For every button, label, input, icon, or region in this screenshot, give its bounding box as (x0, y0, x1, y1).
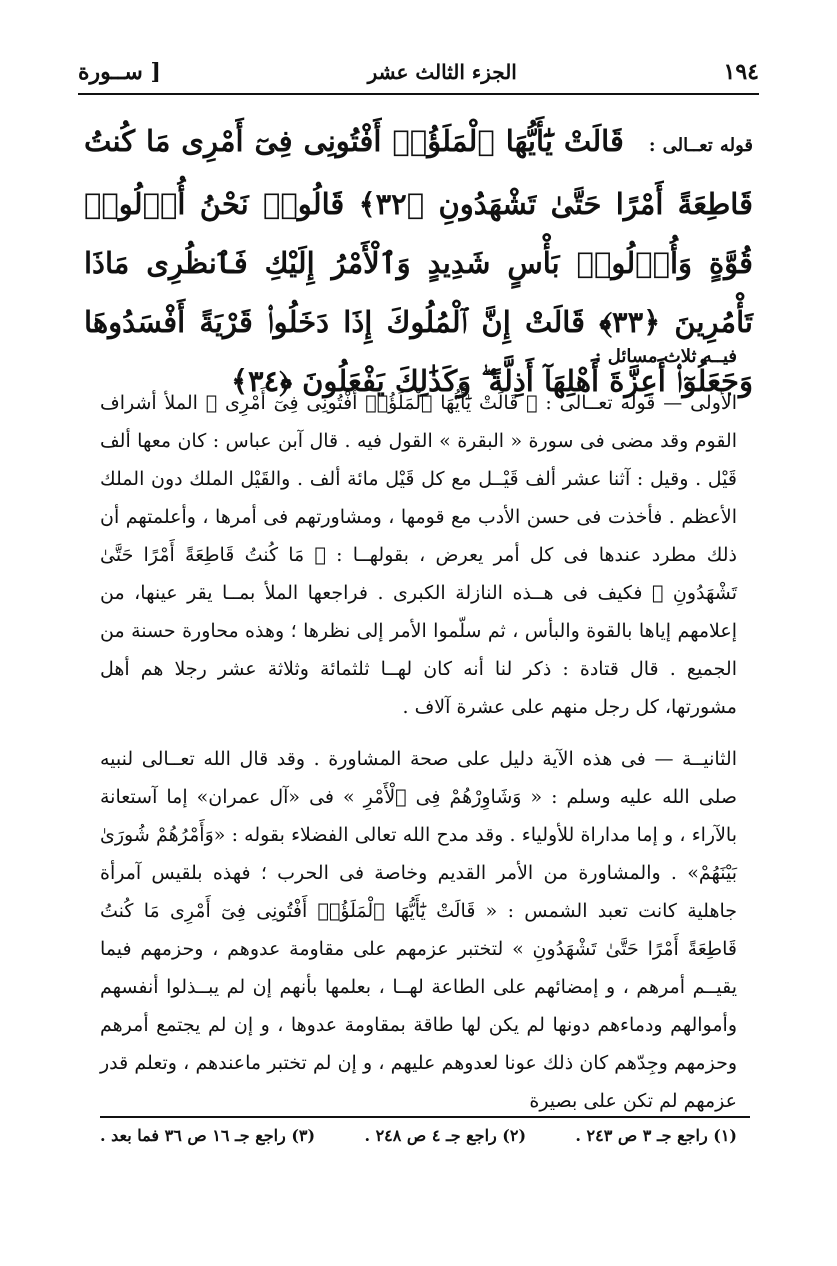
footnote-3: (٣) راجع جـ ١٦ ص ٣٦ فما بعد . (100, 1126, 316, 1145)
footnotes (100, 1126, 737, 1145)
paragraph-second-issue: الثانيــة — فى هذه الآية دليل على صحة المشاورة . وقد قال الله تعــالى لنبيه صلى الله عليه وسلم : « وَشَاوِرْهُمْ فِى ٱلْأَمْرِ » فى «آل عمران» إما آستعانة بالآراء ، و إما مداراة للأولياء . وقد مدح الله تعالى الفضلاء بقوله : «وَأَمْرُهُمْ شُورَىٰ بَيْنَهُمْ» . والمشاورة من الأمر القديم وخاصة فى الحرب ؛ فهذه بلقيس آمرأة جاهلية كانت تعبد الشمس : « قَالَتْ يَٰٓأَيُّهَا ٱلْمَلَؤُا۟ أَفْتُونِى فِىٓ أَمْرِى مَا كُنتُ قَاطِعَةً أَمْرًا حَتَّىٰ تَشْهَدُونِ » لتختبر عزمهم على مقاومة عدوهم ، وحزمهم فيما يقيــم أمرهم ، و إمضائهم على الطاعة لهــا ، بعلمها بأنهم إن لم يبــذلوا أنفسهم وأموالهم ودماءهم دونها لم يكن لها طاقة بمقاومة عدوها ، و إن لم يجتمع أمرهم وحزمهم وجِدّهم كان ذلك عونا لعدوهم عليهم ، و إن لم تختبر ماعندهم ، وتعلم قدر عزمهم لم تكن على بصيرة (100, 748, 737, 1112)
verses-text: قَالَتْ يَٰٓأَيُّهَا ٱلْمَلَؤُا۟ أَفْتُونِى فِىٓ أَمْرِى مَا كُنتُ قَاطِعَةً أَمْرًا حَتَّىٰ تَشْهَدُونِ ﴿٣٢﴾ قَالُوا۟ نَحْنُ أُو۟لُوا۟ قُوَّةٍ وَأُو۟لُوا۟ بَأْسٍ شَدِيدٍ وَٱلْأَمْرُ إِلَيْكِ فَٱنظُرِى مَاذَا تَأْمُرِينَ ﴿٣٣﴾ قَالَتْ إِنَّ ٱلْمُلُوكَ إِذَا دَخَلُوا۟ قَرْيَةً أَفْسَدُوهَا وَجَعَلُوٓا۟ أَعِزَّةَ أَهْلِهَآ أَذِلَّةً ۖ وَكَذَٰلِكَ يَفْعَلُونَ ﴿٣٤﴾ (84, 124, 753, 398)
footnote-2: (٢) راجع جـ ٤ ص ٢٤٨ . (364, 1126, 527, 1145)
sura-label: [ ســورة (78, 59, 161, 85)
header-divider (78, 93, 759, 95)
page-header (78, 52, 759, 92)
section-heading: فيــه ثلاث مسائل : (594, 346, 737, 367)
footnote-1: (١) راجع جـ ٣ ص ٢٤٣ . (575, 1126, 737, 1145)
page-number: ١٩٤ (723, 59, 759, 85)
commentary-body (100, 384, 737, 1120)
verses-lead: قوله تعــالى : (648, 135, 753, 156)
footnote-divider (100, 1116, 750, 1118)
running-title: الجزء الثالث عشر (367, 60, 517, 84)
paragraph-first-issue: الأولى — قوله تعــالى : ﴿ قَالَتْ يَٰٓأَيُّهَا ٱلْمَلَؤُا۟ أَفْتُونِى فِىٓ أَمْرِى ﴾ الملأ أشراف القوم وقد مضى فى سورة « البقرة » القول فيه . قال آبن عباس : كان معها ألف قَيْل . وقيل : آثنا عشر ألف قَيْــل مع كل قَيْل مائة ألف . والقَيْل الملك دون الملك الأعظم . فأخذت فى حسن الأدب مع قومها ، ومشاورتهم فى أمرها ، وأعلمتهم أن ذلك مطرد عندها فى كل أمر يعرض ، بقولهــا : ﴿ مَا كُنتُ قَاطِعَةً أَمْرًا حَتَّىٰ تَشْهَدُونِ ﴾ فكيف فى هــذه النازلة الكبرى . فراجعها الملأ بمــا يقر عينها، من إعلامهم إياها بالقوة والبأس ، ثم سلّموا الأمر إلى نظرها ؛ وهذه محاورة حسنة من الجميع . قال قتادة : ذكر لنا أنه كان لهــا ثلثمائة وثلاثة عشر رجلا هم أهل مشورتها، كل رجل منهم على عشرة آلاف . (100, 392, 737, 718)
